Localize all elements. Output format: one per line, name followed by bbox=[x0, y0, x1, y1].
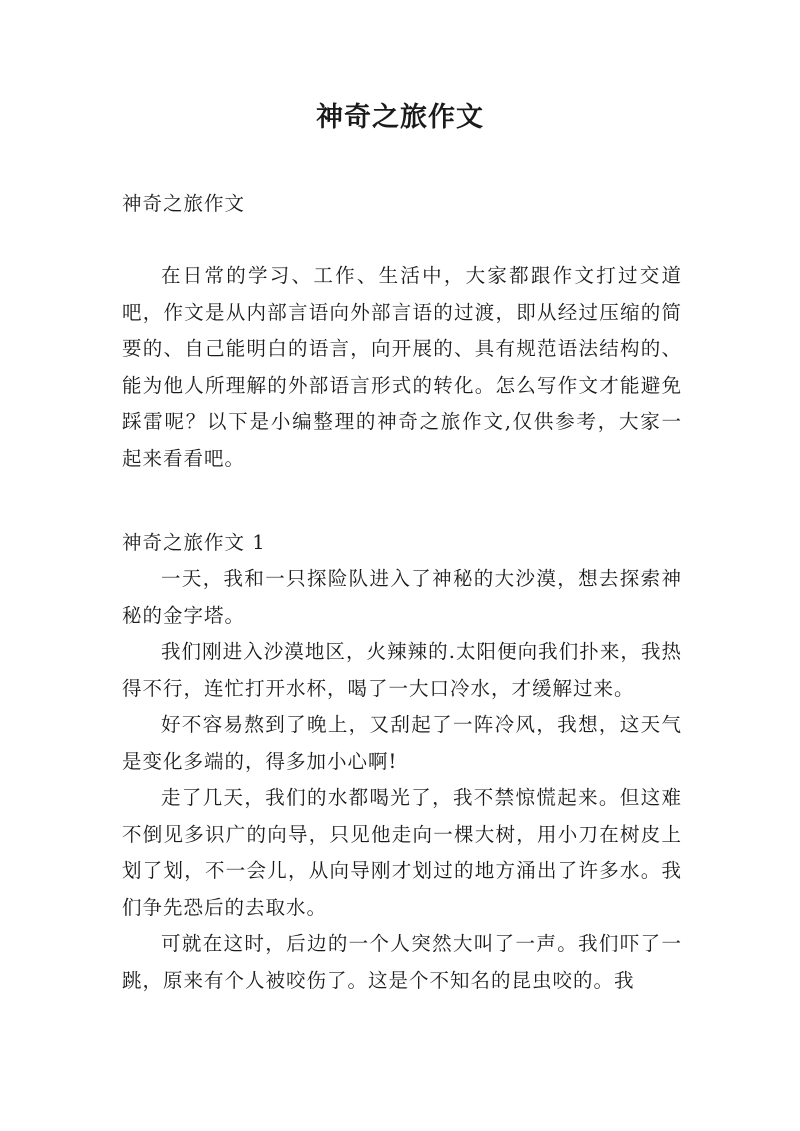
essay-heading: 神奇之旅作文 1 bbox=[122, 531, 266, 554]
document-title: 神奇之旅作文 bbox=[316, 102, 484, 133]
intro-paragraph: 在日常的学习、工作、生活中，大家都跟作文打过交道吧，作文是从内部言语向外部言语的过渡，即从经过压缩的简要的、自己能明白的语言，向开展的、具有规范语法结构的、能为他人所理解的外部语言形式的转化。怎么写作文才能避免踩雷呢？以下是小编整理的神奇之旅作文,仅供参考，大家一起来看看吧。 bbox=[122, 264, 682, 470]
essay-paragraph: 好不容易熬到了晚上，又刮起了一阵冷风，我想，这天气是变化多端的，得多加小心啊! bbox=[122, 713, 682, 773]
intro-heading: 神奇之旅作文 bbox=[122, 192, 246, 215]
essay-paragraph: 一天，我和一只探险队进入了神秘的大沙漠，想去探索神秘的金字塔。 bbox=[122, 567, 682, 627]
essay-body bbox=[122, 561, 682, 999]
essay-paragraph: 走了几天，我们的水都喝光了，我不禁惊慌起来。但这难不倒见多识广的向导，只见他走向一棵大树，用小刀在树皮上划了划，不一会儿，从向导刚才划过的地方涌出了许多水。我们争先恐后的去取水。 bbox=[122, 786, 682, 919]
essay-paragraph: 可就在这时，后边的一个人突然大叫了一声。我们吓了一跳，原来有个人被咬伤了。这是个不知名的昆虫咬的。我 bbox=[122, 932, 682, 992]
essay-paragraph: 我们刚进入沙漠地区，火辣辣的.太阳便向我们扑来，我热得不行，连忙打开水杯，喝了一大口冷水，才缓解过来。 bbox=[122, 640, 682, 700]
